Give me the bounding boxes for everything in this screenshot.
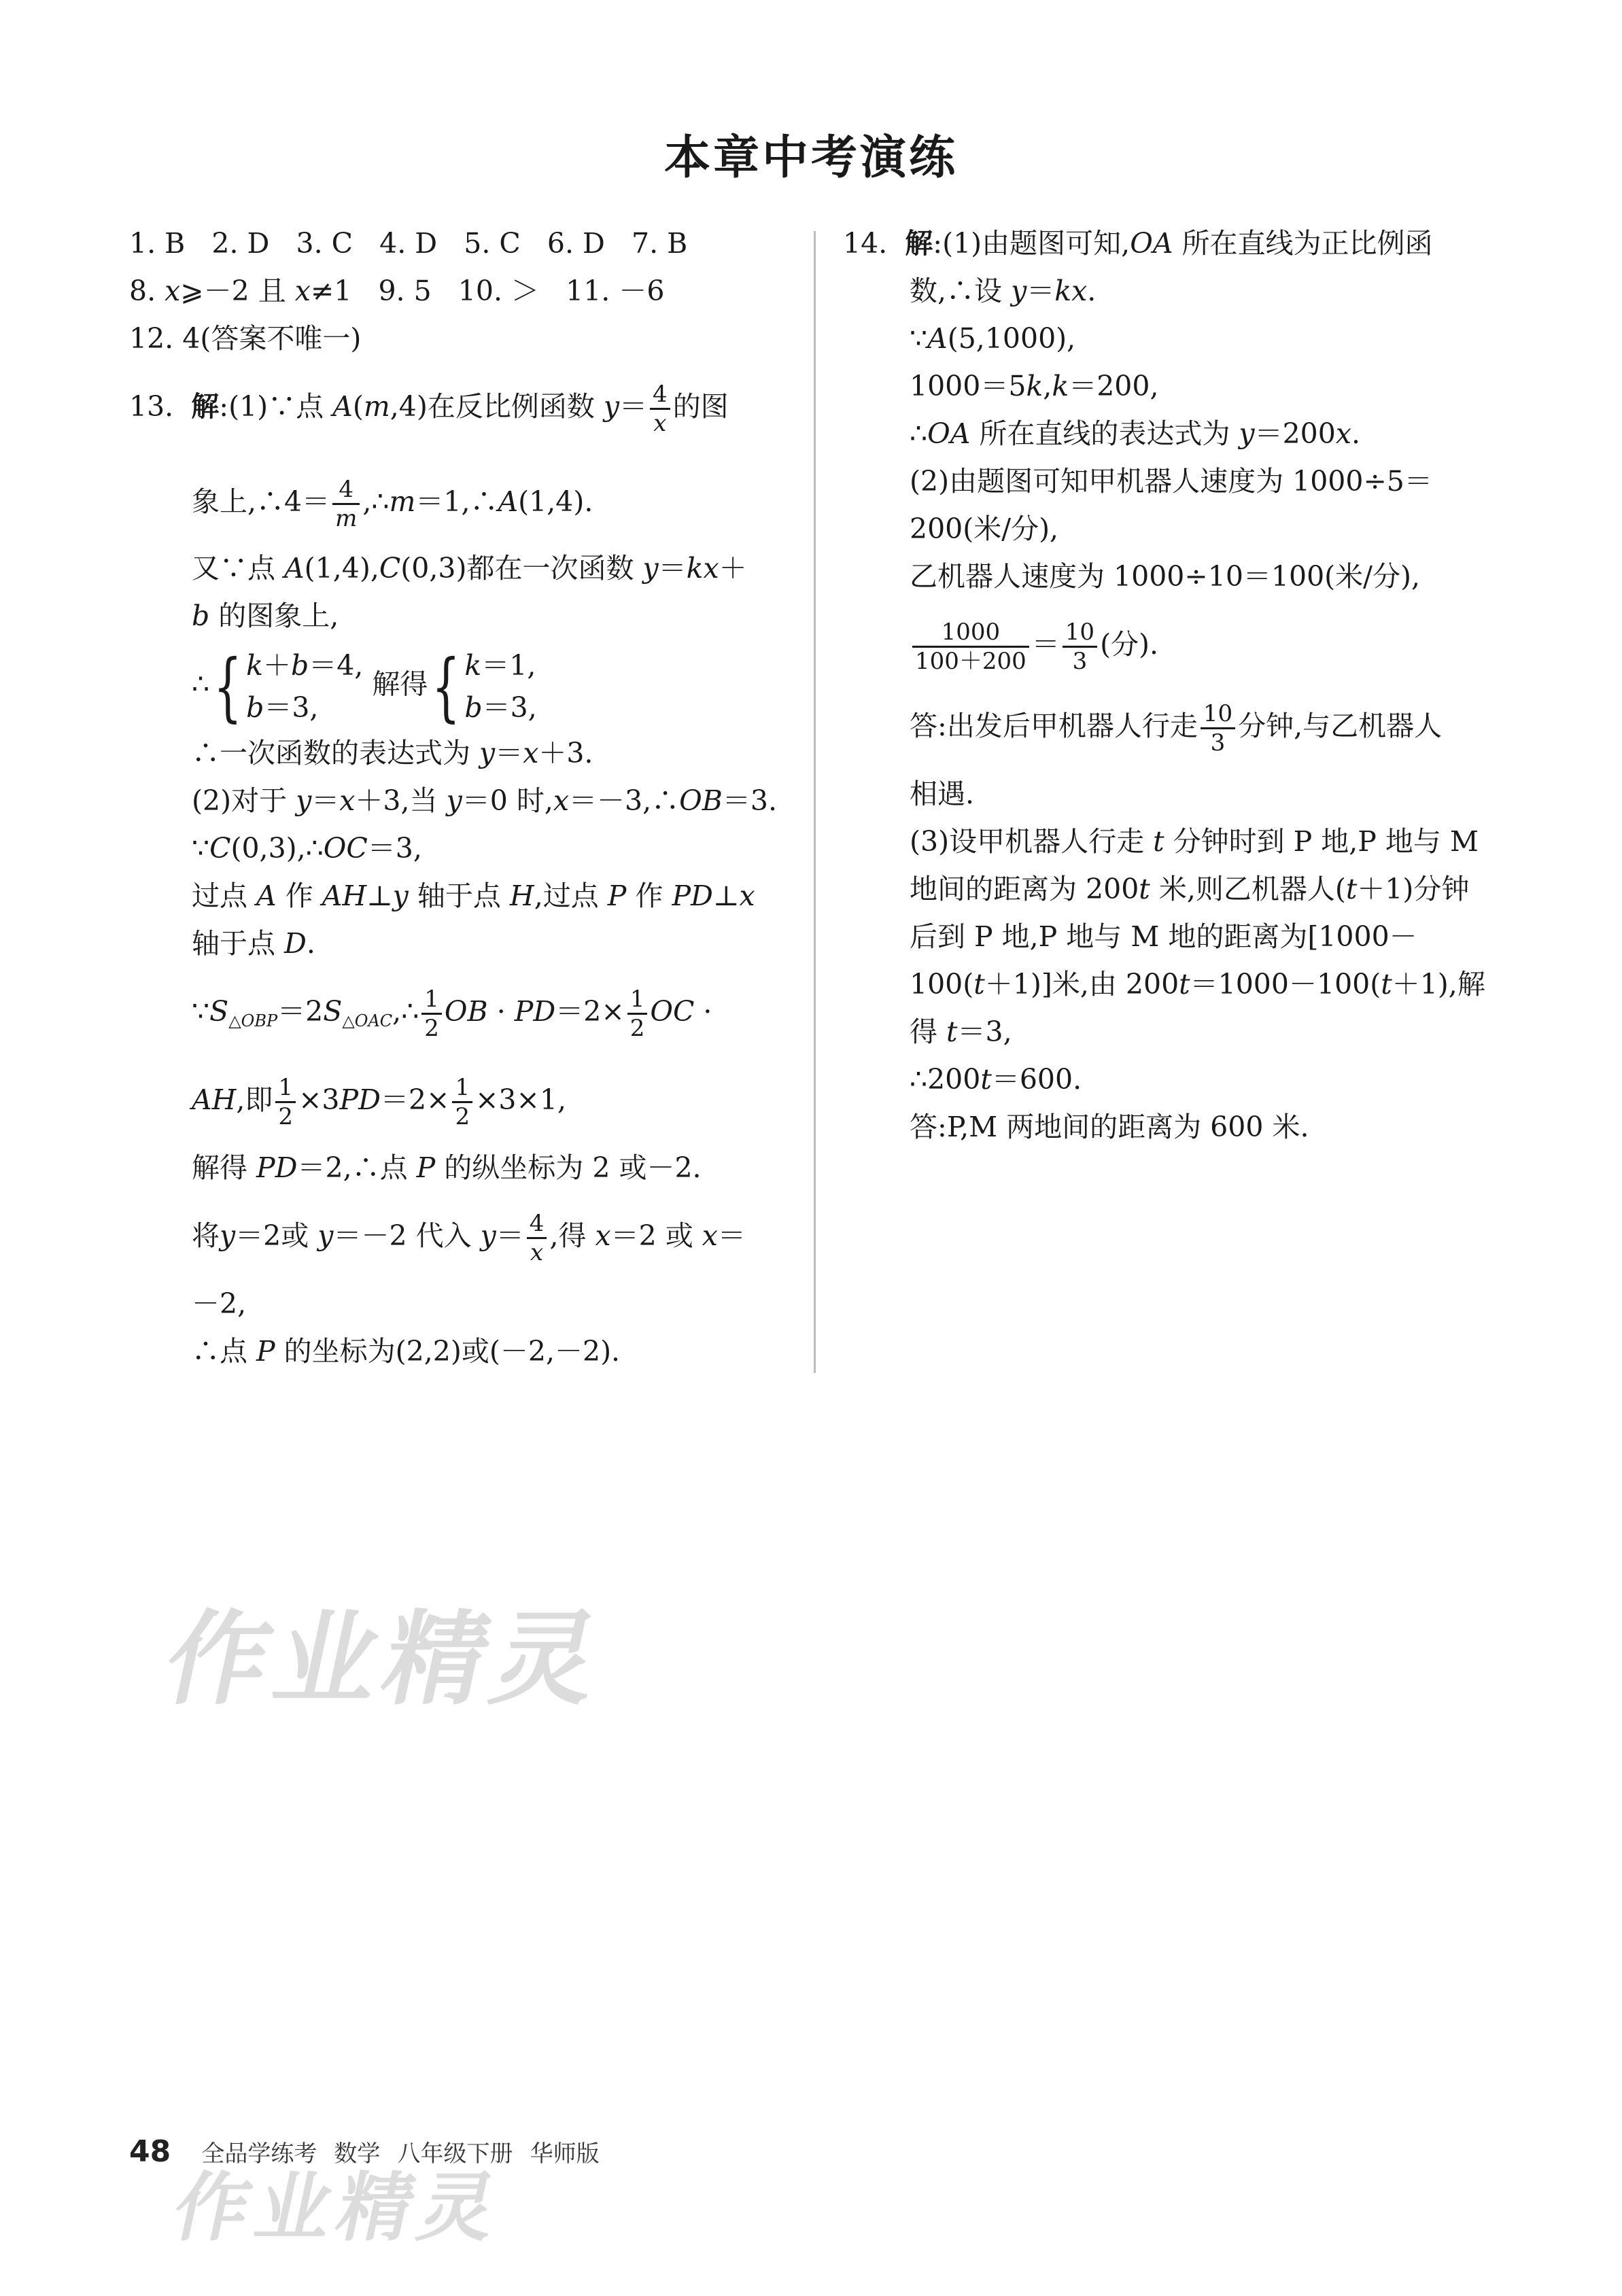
q13-line3: 又∵点 A(1,4),C(0,3)都在一次函数 y＝kx＋ [192,552,747,585]
q13-line15: －2, [192,1287,247,1320]
book-name: 全品学练考 [201,2140,317,2168]
q14-line6: (2)由题图可知甲机器人速度为 1000÷5＝ [910,465,1432,498]
answers-8-11: 8. x⩾－2 且 x≠1 9. 5 10. ＞ 11. －6 [129,275,665,307]
q13-line1: 13. 解:(1)∵点 A(m,4)在反比例函数 y＝ $\frac{4}{x}$ 的图 [129,381,729,437]
grade: 八年级下册 [397,2140,513,2168]
q14-line3: ∵A(5,1000), [910,322,1076,355]
q14-line14: 后到 P 地,P 地与 M 地的距离为[1000－ [910,920,1417,953]
page-title: 本章中考演练 [663,131,958,185]
subject: 数学 [334,2140,381,2168]
q13-line12: AH,即 $\frac{1}{2}$ ×3PD＝2× $\frac{1}{2}$ ×3×1, [192,1074,566,1130]
page-number: 48 [129,2134,171,2169]
q13-line13: 解得 PD＝2,∴点 P 的纵坐标为 2 或－2. [192,1151,702,1184]
q13-line8: ∵C(0,3),∴OC＝3, [192,832,422,865]
q14-line2: 数,∴设 y＝kx. [910,275,1097,307]
q13-line4: b 的图象上, [192,599,339,632]
column-divider [814,231,816,1373]
q13-line9: 过点 A 作 AH⊥y 轴于点 H,过点 P 作 PD⊥x [192,880,755,912]
q13-line10: 轴于点 D. [192,927,315,960]
q14-line10: 答:出发后甲机器人行走 $\frac{10}{3}$ 分钟,与乙机器人 [910,700,1443,756]
page-footer [129,2134,613,2169]
q13-line6: ∴一次函数的表达式为 y＝x＋3. [192,737,593,769]
q14-line18: 答:P,M 两地间的距离为 600 米. [910,1111,1309,1143]
q14-line9: $\frac{1000}{100+200}$ ＝ $\frac{10}{3}$ (分). [910,619,1158,675]
edition: 华师版 [530,2140,600,2168]
q14-line15: 100(t＋1)]米,由 200t＝1000－100(t＋1),解 [910,968,1485,1001]
q14-line11: 相遇. [910,778,975,810]
q14-line4: 1000＝5k,k＝200, [910,370,1159,402]
q14-line1: 14. 解:(1)由题图可知,OA 所在直线为正比例函 [843,227,1433,260]
q13-line2: 象上,∴4＝ $\frac{4}{m}$ ,∴m＝1,∴A(1,4). [192,476,593,532]
q14-line13: 地间的距离为 200t 米,则乙机器人(t＋1)分钟 [910,873,1470,905]
q14-line12: (3)设甲机器人行走 t 分钟时到 P 地,P 地与 M [910,825,1479,858]
q14-line16: 得 t＝3, [910,1015,1012,1048]
q14-line17: ∴200t＝600. [910,1063,1082,1096]
q14-line5: ∴OA 所在直线的表达式为 y＝200x. [910,417,1361,450]
watermark-logo-footer: 作业精灵 [166,2164,511,2251]
q13-line7: (2)对于 y＝x＋3,当 y＝0 时,x＝－3,∴OB＝3. [192,784,778,817]
watermark-logo: 作业精灵 [155,1601,616,1719]
q13-line16: ∴点 P 的坐标为(2,2)或(－2,－2). [192,1335,621,1368]
q13-line11: $\because S_{\triangle OBP}=2S_{\triangle OAC},\therefore$ $\frac{1}{2}$ OB · PD＝2× $\frac{1}{2}$ OC · [192,986,712,1042]
q14-line8: 乙机器人速度为 1000÷10＝100(米/分), [910,560,1420,593]
q14-line7: 200(米/分), [910,512,1059,545]
q13-line14: 将y＝2或 y＝－2 代入 y＝ $\frac{4}{x}$ ,得 x＝2 或 x＝ [192,1210,746,1266]
answer-12: 12. 4(答案不唯一) [129,322,362,355]
q13-system: ∴{ k＋b＝4, b＝3, 解得{ k＝1, b＝3, [192,643,537,730]
answers-1-7: 1. B 2. D 3. C 4. D 5. C 6. D 7. B [129,227,688,260]
